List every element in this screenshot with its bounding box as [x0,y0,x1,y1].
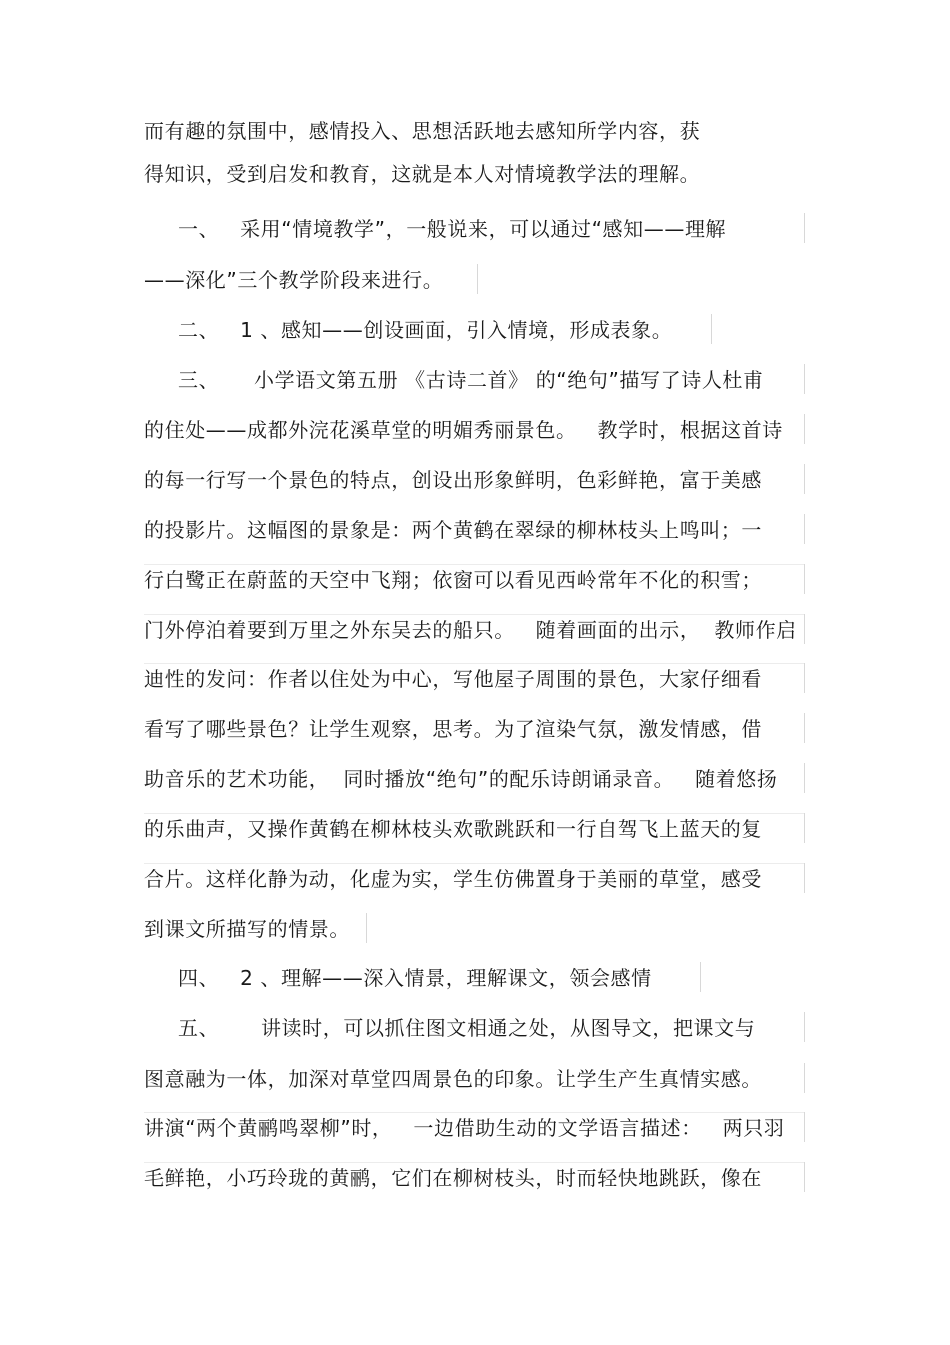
table-rule [804,213,805,243]
table-rule [144,614,804,615]
text-line: 而有趣的氛围中，感情投入、思想活跃地去感知所学内容，获 [144,119,701,143]
table-rule [711,314,712,344]
table-rule [144,564,804,565]
section-heading-3: 三、 小学语文第五册 《古诗二首》 的“绝句”描写了诗人杜甫 [178,368,764,392]
text-line: 毛鲜艳，小巧玲珑的黄鹂，它们在柳树枝头，时而轻快地跳跃，像在 [144,1166,762,1190]
table-rule [804,414,805,444]
text-line: 看写了哪些景色？让学生观察，思考。为了渲染气氛，激发情感，借 [144,717,762,741]
section-heading-2: 二、 1 、感知——创设画面，引入情境，形成表象。 [178,318,673,342]
table-rule [144,863,804,864]
table-rule [804,1012,805,1042]
table-rule [804,1063,805,1093]
table-rule [804,1162,805,1192]
table-rule [804,614,805,644]
table-rule [804,514,805,544]
text-line: 行白鹭正在蔚蓝的天空中飞翔；依窗可以看见西岭常年不化的积雪； [144,568,762,592]
table-rule [804,713,805,743]
text-line: ——深化”三个教学阶段来进行。 [144,268,444,292]
text-line: 的每一行写一个景色的特点，创设出形象鲜明，色彩鲜艳，富于美感 [144,468,762,492]
table-rule [804,464,805,494]
table-rule [144,1112,804,1113]
section-heading-1: 一、 采用“情境教学”，一般说来，可以通过“感知——理解 [178,217,727,241]
section-heading-4: 四、 2 、理解——深入情景，理解课文，领会感情 [178,966,652,990]
text-line: 到课文所描写的情景。 [144,917,350,941]
table-rule [700,962,701,992]
text-line: 的投影片。这幅图的景象是：两个黄鹤在翠绿的柳林枝头上鸣叫；一 [144,518,762,542]
text-line: 合片。这样化静为动，化虚为实，学生仿佛置身于美丽的草堂，感受 [144,867,762,891]
table-rule [477,264,478,294]
table-rule [804,564,805,594]
table-rule [804,364,805,394]
text-line: 迪性的发问：作者以住处为中心，写他屋子周围的景色，大家仔细看 [144,667,762,691]
table-rule [804,1112,805,1142]
table-rule [804,763,805,793]
text-line: 门外停泊着要到万里之外东吴去的船只。 随着画面的出示， 教师作启 [144,618,797,642]
table-rule [144,663,804,664]
text-line: 图意融为一体，加深对草堂四周景色的印象。让学生产生真情实感。 [144,1067,762,1091]
table-rule [804,863,805,893]
text-line: 的乐曲声，又操作黄鹤在柳林枝头欢歌跳跃和一行自驾飞上蓝天的复 [144,817,762,841]
section-heading-5: 五、 讲读时，可以抓住图文相通之处，从图导文，把课文与 [178,1016,756,1040]
text-line: 助音乐的艺术功能， 同时播放“绝句”的配乐诗朗诵录音。 随着悠扬 [144,767,778,791]
text-line: 讲演“两个黄鹂鸣翠柳”时， 一边借助生动的文学语言描述： 两只羽 [144,1116,785,1140]
table-rule [144,813,804,814]
table-rule [804,813,805,843]
table-rule [144,1162,804,1163]
text-line: 的住处——成都外浣花溪草堂的明媚秀丽景色。 教学时，根据这首诗 [144,418,783,442]
text-line: 得知识，受到启发和教育，这就是本人对情境教学法的理解。 [144,162,701,186]
table-rule [804,663,805,693]
table-rule [366,913,367,943]
